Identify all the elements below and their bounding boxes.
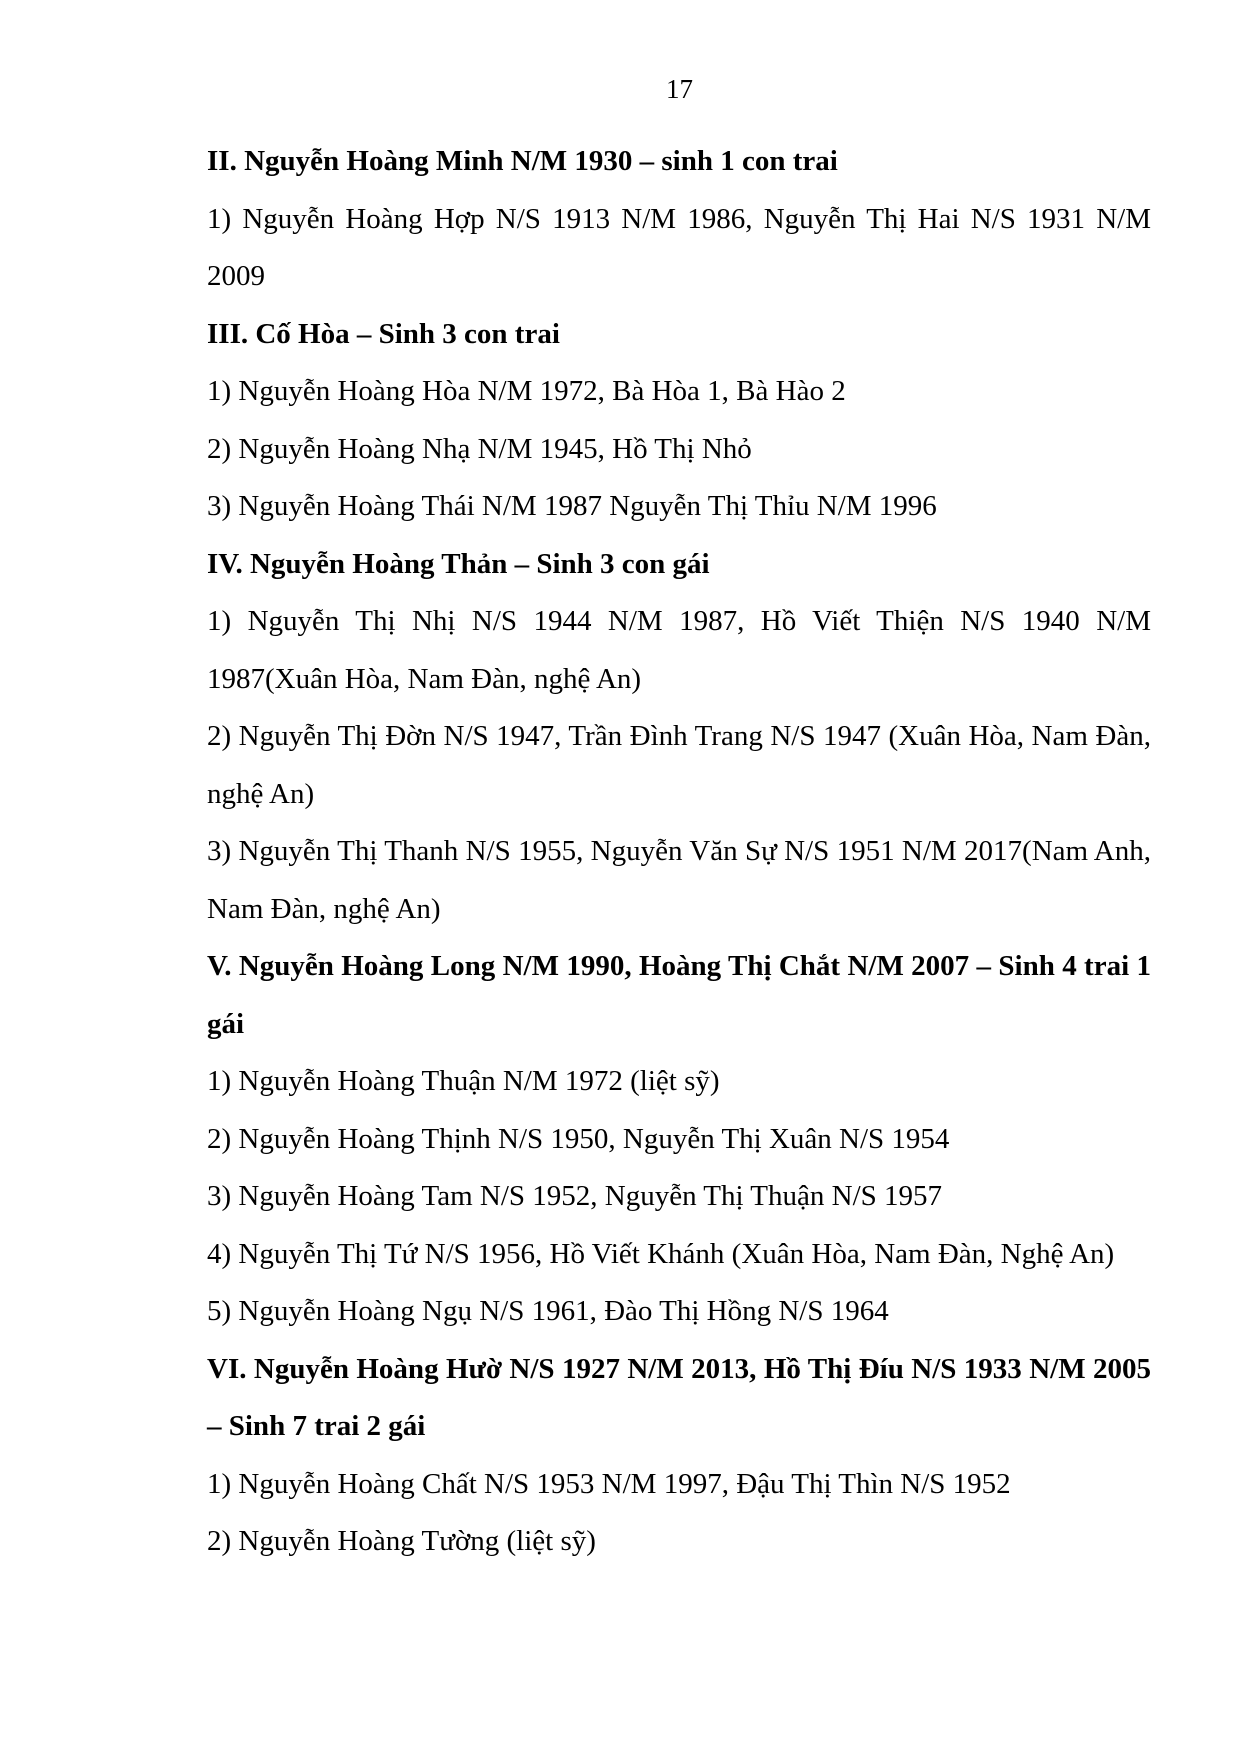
list-item: 4) Nguyễn Thị Tứ N/S 1956, Hồ Viết Khánh (Xuân Hòa, Nam Đàn, Nghệ An) [207,1237,1115,1270]
list-item: 1) Nguyễn Hoàng Chất N/S 1953 N/M 1997, Đậu Thị Thìn N/S 1952 [207,1467,1011,1500]
list-item: 5) Nguyễn Hoàng Ngụ N/S 1961, Đào Thị Hồng N/S 1964 [207,1295,889,1327]
list-item: 3) Nguyễn Hoàng Tam N/S 1952, Nguyễn Thị Thuận N/S 1957 [207,1180,943,1212]
list-item: 3) Nguyễn Thị Thanh N/S 1955, Nguyễn Văn Sự N/S 1951 N/M 2017(Nam Anh, Nam Đàn, nghệ An) [207,835,1151,925]
page-number: 17 [666,74,693,104]
list-item: 2) Nguyễn Hoàng Tường (liệt sỹ) [207,1525,596,1557]
list-item: 3) Nguyễn Hoàng Thái N/M 1987 Nguyễn Thị Thỉu N/M 1996 [207,490,937,522]
section-heading: II. Nguyễn Hoàng Minh N/M 1930 – sinh 1 con trai [207,145,838,177]
document-body [207,133,1151,1571]
list-item: 2) Nguyễn Hoàng Thịnh N/S 1950, Nguyễn Thị Xuân N/S 1954 [207,1122,950,1155]
list-item: 1) Nguyễn Hoàng Hợp N/S 1913 N/M 1986, Nguyễn Thị Hai N/S 1931 N/M 2009 [207,202,1151,292]
list-item: 2) Nguyễn Hoàng Nhạ N/M 1945, Hồ Thị Nhỏ [207,432,752,465]
list-item: 2) Nguyễn Thị Đờn N/S 1947, Trần Đình Trang N/S 1947 (Xuân Hòa, Nam Đàn, nghệ An) [207,720,1151,810]
list-item: 1) Nguyễn Hoàng Hòa N/M 1972, Bà Hòa 1, Bà Hào 2 [207,375,846,407]
list-item: 1) Nguyễn Thị Nhị N/S 1944 N/M 1987, Hồ Viết Thiện N/S 1940 N/M 1987(Xuân Hòa, Nam Đàn, nghệ An) [207,605,1151,695]
section-heading: VI. Nguyễn Hoàng Hườ N/S 1927 N/M 2013, Hồ Thị Đíu N/S 1933 N/M 2005 – Sinh 7 trai 2 gái [207,1352,1151,1442]
section-heading: V. Nguyễn Hoàng Long N/M 1990, Hoàng Thị Chắt N/M 2007 – Sinh 4 trai 1 gái [207,950,1151,1040]
section-heading: III. Cố Hòa – Sinh 3 con trai [207,317,560,350]
list-item: 1) Nguyễn Hoàng Thuận N/M 1972 (liệt sỹ) [207,1065,720,1097]
section-heading: IV. Nguyễn Hoàng Thản – Sinh 3 con gái [207,547,710,580]
